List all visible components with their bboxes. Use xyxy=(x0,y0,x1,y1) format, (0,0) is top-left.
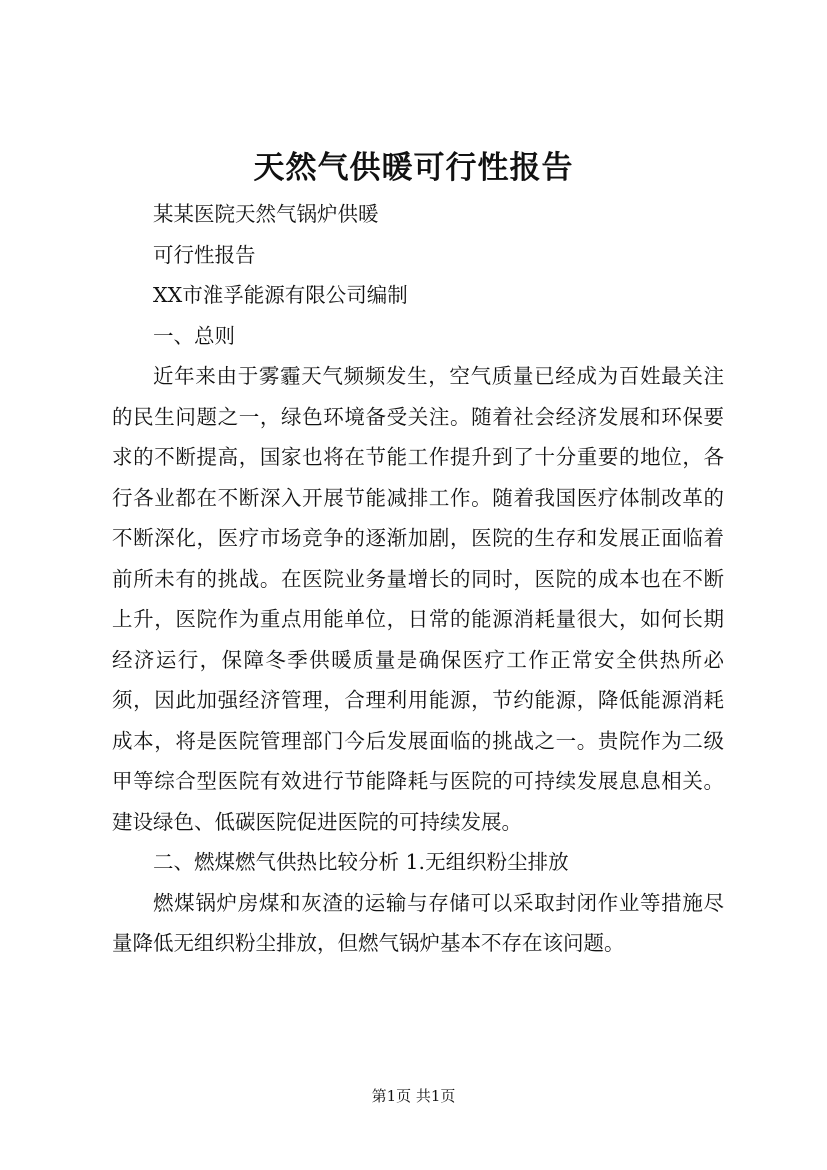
section-1-heading: 一、总则 xyxy=(153,323,235,348)
page-footer: 第1页 共1页 xyxy=(371,1087,456,1105)
document-title: 天然气供暖可行性报告 xyxy=(253,150,574,186)
section-2-heading: 二、燃煤燃气供热比较分析 1.无组织粉尘排放 xyxy=(153,850,569,874)
document-body xyxy=(112,194,724,964)
paragraph-2: 燃煤锅炉房煤和灰渣的运输与存储可以采取封闭作业等措施尽量降低无组织粉尘排放，但燃气锅炉基本不存在该问题。 xyxy=(112,890,724,955)
author-line: XX市淮孚能源有限公司编制 xyxy=(153,283,408,307)
paragraph-1: 近年来由于雾霾天气频频发生，空气质量已经成为百姓最关注的民生问题之一，绿色环境备受关注。随着社会经济发展和环保要求的不断提高，国家也将在节能工作提升到了十分重要的地位，各行各业都在不断深入开展节能减排工作。随着我国医疗体制改革的不断深化，医疗市场竞争的逐渐加剧，医院的生存和发展正面临着前所未有的挑战。在医院业务量增长的同时，医院的成本也在不断上升，医院作为重点用能单位，日常的能源消耗量很大，如何长期经济运行，保障冬季供暖质量是确保医疗工作正常安全供热所必须，因此加强经济管理，合理利用能源，节约能源，降低能源消耗成本，将是医院管理部门今后发展面临的挑战之一。贵院作为二级甲等综合型医院有效进行节能降耗与医院的可持续发展息息相关。建设绿色、低碳医院促进医院的可持续发展。 xyxy=(112,364,724,834)
subtitle-line-2: 可行性报告 xyxy=(153,242,256,267)
subtitle-line-1: 某某医院天然气锅炉供暖 xyxy=(153,202,379,226)
